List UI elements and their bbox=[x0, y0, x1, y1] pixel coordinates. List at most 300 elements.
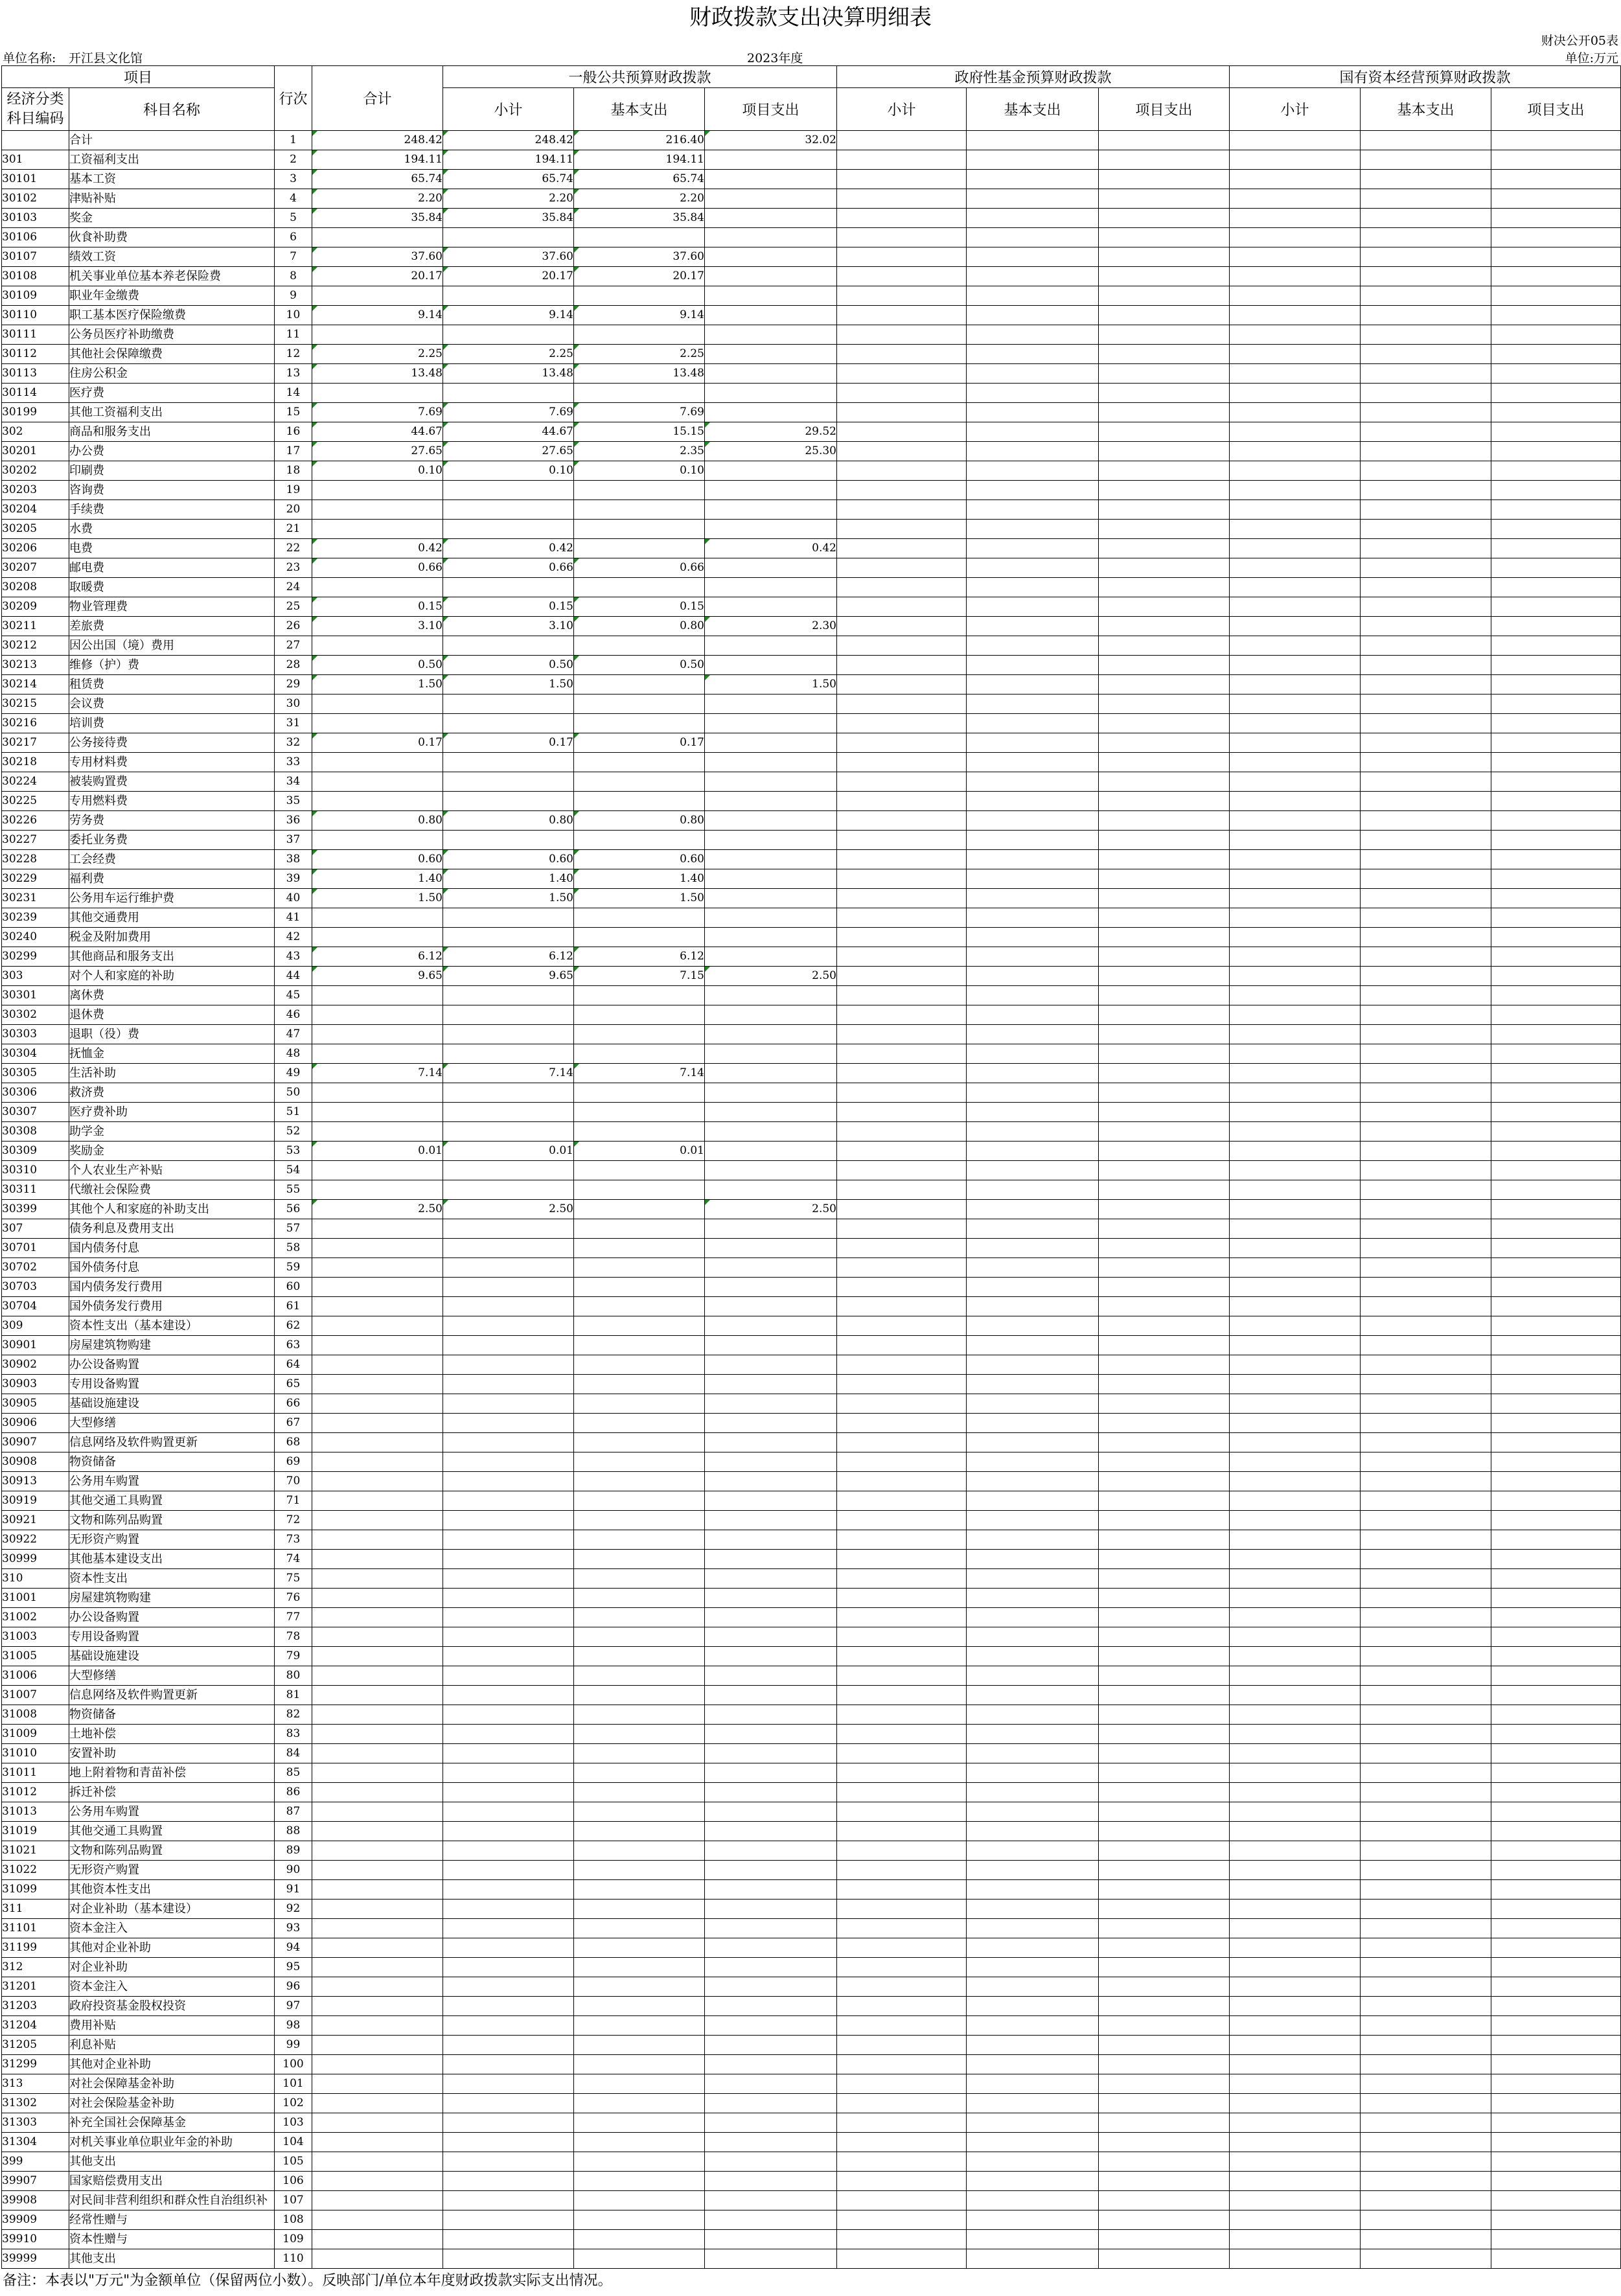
row-name: 资本性赠与 bbox=[69, 2230, 275, 2249]
row-general-basic bbox=[574, 1841, 705, 1861]
row-general-subtotal bbox=[443, 1375, 574, 1394]
row-state-subtotal bbox=[1230, 209, 1361, 228]
row-code: 39907 bbox=[2, 2172, 69, 2191]
row-total bbox=[312, 1103, 443, 1122]
row-fund-project bbox=[1099, 1841, 1230, 1861]
row-state-project bbox=[1491, 384, 1621, 403]
row-state-project bbox=[1491, 500, 1621, 520]
row-total bbox=[312, 2249, 443, 2269]
row-state-basic bbox=[1361, 442, 1491, 461]
row-line-no: 98 bbox=[275, 2016, 312, 2036]
row-fund-basic bbox=[967, 2016, 1099, 2036]
row-fund-basic bbox=[967, 520, 1099, 539]
row-fund-project bbox=[1099, 1122, 1230, 1142]
row-state-project bbox=[1491, 850, 1621, 869]
row-fund-subtotal bbox=[837, 1278, 967, 1297]
row-fund-subtotal bbox=[837, 1647, 967, 1666]
row-state-subtotal bbox=[1230, 481, 1361, 500]
row-name: 资本金注入 bbox=[69, 1977, 275, 1997]
row-code: 30211 bbox=[2, 617, 69, 636]
header-fund-budget: 政府性基金预算财政拨款 bbox=[837, 66, 1230, 88]
row-fund-project bbox=[1099, 247, 1230, 267]
table-row bbox=[2, 792, 1621, 811]
table-row bbox=[2, 403, 1621, 422]
table-row bbox=[2, 1647, 1621, 1666]
row-fund-subtotal bbox=[837, 753, 967, 772]
table-row bbox=[2, 1919, 1621, 1938]
unit-label: 单位名称: bbox=[3, 51, 56, 65]
row-name: 基础设施建设 bbox=[69, 1647, 275, 1666]
row-line-no: 68 bbox=[275, 1433, 312, 1452]
table-row bbox=[2, 247, 1621, 267]
row-general-basic bbox=[574, 1103, 705, 1122]
row-fund-project bbox=[1099, 1783, 1230, 1802]
row-state-subtotal bbox=[1230, 695, 1361, 714]
row-line-no: 26 bbox=[275, 617, 312, 636]
row-name: 商品和服务支出 bbox=[69, 422, 275, 442]
row-state-project bbox=[1491, 209, 1621, 228]
row-general-basic: 20.17 bbox=[574, 267, 705, 286]
row-fund-subtotal bbox=[837, 2113, 967, 2133]
row-general-project bbox=[705, 1958, 837, 1977]
row-state-project bbox=[1491, 1083, 1621, 1103]
row-name: 资本性支出（基本建设） bbox=[69, 1316, 275, 1336]
row-fund-subtotal bbox=[837, 2016, 967, 2036]
row-name: 其他社会保障缴费 bbox=[69, 345, 275, 364]
row-name: 被装购置费 bbox=[69, 772, 275, 792]
row-state-subtotal bbox=[1230, 325, 1361, 345]
row-state-basic bbox=[1361, 889, 1491, 908]
row-general-project bbox=[705, 1666, 837, 1686]
row-fund-basic bbox=[967, 1686, 1099, 1705]
row-state-project bbox=[1491, 1647, 1621, 1666]
row-state-subtotal bbox=[1230, 1958, 1361, 1977]
row-general-basic bbox=[574, 753, 705, 772]
row-general-project bbox=[705, 2133, 837, 2152]
row-general-project: 2.30 bbox=[705, 617, 837, 636]
row-line-no: 93 bbox=[275, 1919, 312, 1938]
row-total: 1.50 bbox=[312, 675, 443, 695]
row-state-project bbox=[1491, 1938, 1621, 1958]
row-state-subtotal bbox=[1230, 986, 1361, 1005]
row-fund-basic bbox=[967, 2036, 1099, 2055]
row-fund-basic bbox=[967, 364, 1099, 384]
row-total bbox=[312, 1258, 443, 1278]
row-code: 30208 bbox=[2, 578, 69, 597]
row-fund-project bbox=[1099, 1686, 1230, 1705]
row-fund-subtotal bbox=[837, 714, 967, 733]
row-name: 国外债务付息 bbox=[69, 1258, 275, 1278]
row-state-basic bbox=[1361, 1608, 1491, 1627]
row-fund-basic bbox=[967, 1297, 1099, 1316]
row-fund-subtotal bbox=[837, 1491, 967, 1511]
row-fund-project bbox=[1099, 1414, 1230, 1433]
row-state-basic bbox=[1361, 1900, 1491, 1919]
table-row bbox=[2, 1472, 1621, 1491]
row-state-project bbox=[1491, 889, 1621, 908]
row-name: 其他交通工具购置 bbox=[69, 1491, 275, 1511]
row-general-basic bbox=[574, 1316, 705, 1336]
row-line-no: 74 bbox=[275, 1550, 312, 1569]
row-fund-basic bbox=[967, 1958, 1099, 1977]
row-name: 房屋建筑物购建 bbox=[69, 1336, 275, 1355]
row-general-basic bbox=[574, 2055, 705, 2074]
row-fund-basic bbox=[967, 209, 1099, 228]
row-fund-project bbox=[1099, 1103, 1230, 1122]
row-fund-subtotal bbox=[837, 695, 967, 714]
row-name: 专用燃料费 bbox=[69, 792, 275, 811]
row-code: 30701 bbox=[2, 1239, 69, 1258]
row-state-basic bbox=[1361, 772, 1491, 792]
row-fund-project bbox=[1099, 636, 1230, 656]
row-line-no: 39 bbox=[275, 869, 312, 889]
row-name: 抚恤金 bbox=[69, 1044, 275, 1064]
row-line-no: 76 bbox=[275, 1589, 312, 1608]
row-general-subtotal bbox=[443, 481, 574, 500]
row-state-basic bbox=[1361, 403, 1491, 422]
row-total: 2.50 bbox=[312, 1200, 443, 1219]
row-name: 其他资本性支出 bbox=[69, 1880, 275, 1900]
row-line-no: 20 bbox=[275, 500, 312, 520]
row-total bbox=[312, 1239, 443, 1258]
row-state-project bbox=[1491, 228, 1621, 247]
row-state-basic bbox=[1361, 2055, 1491, 2074]
row-general-subtotal bbox=[443, 2172, 574, 2191]
row-fund-subtotal bbox=[837, 1938, 967, 1958]
table-row bbox=[2, 2152, 1621, 2172]
row-fund-basic bbox=[967, 811, 1099, 831]
row-fund-subtotal bbox=[837, 1394, 967, 1414]
row-name: 差旅费 bbox=[69, 617, 275, 636]
row-fund-subtotal bbox=[837, 850, 967, 869]
row-total bbox=[312, 2113, 443, 2133]
row-state-basic bbox=[1361, 2094, 1491, 2113]
row-state-project bbox=[1491, 170, 1621, 189]
row-fund-project bbox=[1099, 947, 1230, 967]
row-code: 31204 bbox=[2, 2016, 69, 2036]
table-row bbox=[2, 2094, 1621, 2113]
row-total bbox=[312, 636, 443, 656]
row-total bbox=[312, 1025, 443, 1044]
row-general-subtotal: 0.17 bbox=[443, 733, 574, 753]
header-state-basic: 基本支出 bbox=[1361, 88, 1491, 131]
row-fund-project bbox=[1099, 1977, 1230, 1997]
row-fund-subtotal bbox=[837, 831, 967, 850]
table-row bbox=[2, 2036, 1621, 2055]
row-fund-project bbox=[1099, 1433, 1230, 1452]
row-fund-subtotal bbox=[837, 1044, 967, 1064]
row-state-basic bbox=[1361, 1589, 1491, 1608]
row-general-project bbox=[705, 1103, 837, 1122]
row-state-project bbox=[1491, 2249, 1621, 2269]
row-general-subtotal bbox=[443, 695, 574, 714]
row-name: 其他对企业补助 bbox=[69, 1938, 275, 1958]
row-state-project bbox=[1491, 869, 1621, 889]
table-row bbox=[2, 1414, 1621, 1433]
row-general-project bbox=[705, 1161, 837, 1180]
row-fund-basic bbox=[967, 1997, 1099, 2016]
row-state-subtotal bbox=[1230, 597, 1361, 617]
row-line-no: 86 bbox=[275, 1783, 312, 1802]
row-general-subtotal: 3.10 bbox=[443, 617, 574, 636]
row-general-project bbox=[705, 2230, 837, 2249]
row-state-basic bbox=[1361, 2036, 1491, 2055]
row-general-project bbox=[705, 364, 837, 384]
row-state-project bbox=[1491, 1025, 1621, 1044]
row-general-basic bbox=[574, 928, 705, 947]
table-row bbox=[2, 1161, 1621, 1180]
row-fund-subtotal bbox=[837, 1161, 967, 1180]
row-fund-basic bbox=[967, 1122, 1099, 1142]
row-state-project bbox=[1491, 2016, 1621, 2036]
row-name: 对机关事业单位职业年金的补助 bbox=[69, 2133, 275, 2152]
row-general-subtotal bbox=[443, 928, 574, 947]
table-row bbox=[2, 1083, 1621, 1103]
row-fund-basic bbox=[967, 1666, 1099, 1686]
row-fund-subtotal bbox=[837, 1239, 967, 1258]
row-fund-basic bbox=[967, 306, 1099, 325]
row-state-subtotal bbox=[1230, 889, 1361, 908]
row-state-project bbox=[1491, 520, 1621, 539]
row-fund-project bbox=[1099, 325, 1230, 345]
row-total bbox=[312, 1316, 443, 1336]
row-fund-basic bbox=[967, 2133, 1099, 2152]
header-project: 项目 bbox=[2, 66, 275, 88]
row-general-subtotal bbox=[443, 1297, 574, 1316]
row-code: 30305 bbox=[2, 1064, 69, 1083]
row-fund-basic bbox=[967, 656, 1099, 675]
row-general-subtotal bbox=[443, 2249, 574, 2269]
row-fund-subtotal bbox=[837, 1841, 967, 1861]
row-total bbox=[312, 500, 443, 520]
expenditure-table bbox=[1, 65, 1621, 2269]
row-fund-basic bbox=[967, 1180, 1099, 1200]
row-fund-subtotal bbox=[837, 1744, 967, 1763]
row-general-basic bbox=[574, 1258, 705, 1278]
row-code: 30228 bbox=[2, 850, 69, 869]
row-state-subtotal bbox=[1230, 2210, 1361, 2230]
row-fund-basic bbox=[967, 967, 1099, 986]
row-fund-project bbox=[1099, 131, 1230, 150]
row-fund-subtotal bbox=[837, 1103, 967, 1122]
row-fund-project bbox=[1099, 422, 1230, 442]
row-code: 30205 bbox=[2, 520, 69, 539]
row-general-subtotal: 6.12 bbox=[443, 947, 574, 967]
row-general-subtotal bbox=[443, 228, 574, 247]
row-name: 其他个人和家庭的补助支出 bbox=[69, 1200, 275, 1219]
row-fund-project bbox=[1099, 597, 1230, 617]
row-general-subtotal: 20.17 bbox=[443, 267, 574, 286]
row-general-subtotal bbox=[443, 1744, 574, 1763]
row-fund-project bbox=[1099, 889, 1230, 908]
row-line-no: 59 bbox=[275, 1258, 312, 1278]
row-total: 0.80 bbox=[312, 811, 443, 831]
row-fund-project bbox=[1099, 1744, 1230, 1763]
row-fund-subtotal bbox=[837, 889, 967, 908]
row-fund-subtotal bbox=[837, 131, 967, 150]
table-row bbox=[2, 811, 1621, 831]
row-name: 委托业务费 bbox=[69, 831, 275, 850]
row-state-basic bbox=[1361, 2191, 1491, 2210]
row-fund-subtotal bbox=[837, 228, 967, 247]
row-general-basic: 0.66 bbox=[574, 558, 705, 578]
row-general-basic: 35.84 bbox=[574, 209, 705, 228]
row-state-subtotal bbox=[1230, 1355, 1361, 1375]
row-fund-project bbox=[1099, 1005, 1230, 1025]
row-general-basic: 2.35 bbox=[574, 442, 705, 461]
table-row bbox=[2, 1316, 1621, 1336]
row-name: 国内债务发行费用 bbox=[69, 1278, 275, 1297]
row-general-subtotal: 37.60 bbox=[443, 247, 574, 267]
row-fund-basic bbox=[967, 1550, 1099, 1569]
row-name: 退休费 bbox=[69, 1005, 275, 1025]
table-row bbox=[2, 850, 1621, 869]
row-code: 30112 bbox=[2, 345, 69, 364]
row-name: 债务利息及费用支出 bbox=[69, 1219, 275, 1239]
header-state-subtotal: 小计 bbox=[1230, 88, 1361, 131]
row-fund-subtotal bbox=[837, 1025, 967, 1044]
row-total bbox=[312, 1763, 443, 1783]
row-fund-project bbox=[1099, 1239, 1230, 1258]
row-general-basic: 1.40 bbox=[574, 869, 705, 889]
table-row bbox=[2, 831, 1621, 850]
row-general-project bbox=[705, 714, 837, 733]
row-name: 政府投资基金股权投资 bbox=[69, 1997, 275, 2016]
row-general-subtotal bbox=[443, 1316, 574, 1336]
row-total: 0.15 bbox=[312, 597, 443, 617]
row-total bbox=[312, 481, 443, 500]
row-line-no: 82 bbox=[275, 1705, 312, 1725]
row-line-no: 103 bbox=[275, 2113, 312, 2133]
row-code: 311 bbox=[2, 1900, 69, 1919]
row-general-subtotal bbox=[443, 1122, 574, 1142]
row-state-subtotal bbox=[1230, 1491, 1361, 1511]
row-state-project bbox=[1491, 831, 1621, 850]
row-line-no: 77 bbox=[275, 1608, 312, 1627]
row-state-basic bbox=[1361, 967, 1491, 986]
row-fund-subtotal bbox=[837, 209, 967, 228]
row-general-subtotal bbox=[443, 1511, 574, 1530]
row-general-project bbox=[705, 889, 837, 908]
row-code: 31005 bbox=[2, 1647, 69, 1666]
row-general-subtotal bbox=[443, 1103, 574, 1122]
row-general-subtotal bbox=[443, 636, 574, 656]
row-general-project bbox=[705, 1316, 837, 1336]
row-fund-basic bbox=[967, 1783, 1099, 1802]
row-general-basic bbox=[574, 1511, 705, 1530]
row-state-project bbox=[1491, 1044, 1621, 1064]
row-name: 机关事业单位基本养老保险费 bbox=[69, 267, 275, 286]
row-total bbox=[312, 2055, 443, 2074]
row-total: 9.14 bbox=[312, 306, 443, 325]
row-fund-subtotal bbox=[837, 928, 967, 947]
row-general-subtotal bbox=[443, 1258, 574, 1278]
row-state-project bbox=[1491, 1919, 1621, 1938]
table-row bbox=[2, 986, 1621, 1005]
row-general-subtotal bbox=[443, 286, 574, 306]
row-code: 30102 bbox=[2, 189, 69, 209]
row-code: 31302 bbox=[2, 2094, 69, 2113]
row-state-basic bbox=[1361, 461, 1491, 481]
row-code: 30240 bbox=[2, 928, 69, 947]
table-row bbox=[2, 1861, 1621, 1880]
row-fund-project bbox=[1099, 189, 1230, 209]
row-total: 2.25 bbox=[312, 345, 443, 364]
table-row bbox=[2, 442, 1621, 461]
row-state-basic bbox=[1361, 247, 1491, 267]
row-code: 30226 bbox=[2, 811, 69, 831]
row-state-subtotal bbox=[1230, 1180, 1361, 1200]
row-general-subtotal bbox=[443, 1355, 574, 1375]
row-total bbox=[312, 1297, 443, 1316]
row-general-subtotal: 0.60 bbox=[443, 850, 574, 869]
row-fund-project bbox=[1099, 714, 1230, 733]
row-total bbox=[312, 1841, 443, 1861]
row-fund-subtotal bbox=[837, 675, 967, 695]
row-fund-subtotal bbox=[837, 2210, 967, 2230]
row-fund-basic bbox=[967, 986, 1099, 1005]
row-fund-subtotal bbox=[837, 1414, 967, 1433]
row-general-subtotal: 1.50 bbox=[443, 889, 574, 908]
row-fund-subtotal bbox=[837, 1452, 967, 1472]
row-line-no: 73 bbox=[275, 1530, 312, 1550]
row-state-project bbox=[1491, 1822, 1621, 1841]
row-fund-subtotal bbox=[837, 1375, 967, 1394]
row-state-project bbox=[1491, 1414, 1621, 1433]
row-state-subtotal bbox=[1230, 1239, 1361, 1258]
row-code: 30308 bbox=[2, 1122, 69, 1142]
row-general-project bbox=[705, 1375, 837, 1394]
row-general-project bbox=[705, 1219, 837, 1239]
row-state-project bbox=[1491, 306, 1621, 325]
row-name: 资本金注入 bbox=[69, 1919, 275, 1938]
row-fund-subtotal bbox=[837, 811, 967, 831]
row-state-basic bbox=[1361, 986, 1491, 1005]
row-code: 31304 bbox=[2, 2133, 69, 2152]
row-name: 印刷费 bbox=[69, 461, 275, 481]
row-fund-project bbox=[1099, 578, 1230, 597]
row-fund-subtotal bbox=[837, 442, 967, 461]
table-row bbox=[2, 2133, 1621, 2152]
row-fund-subtotal bbox=[837, 2152, 967, 2172]
row-line-no: 97 bbox=[275, 1997, 312, 2016]
table-row bbox=[2, 1569, 1621, 1589]
row-fund-project bbox=[1099, 1569, 1230, 1589]
row-line-no: 11 bbox=[275, 325, 312, 345]
row-general-subtotal: 2.50 bbox=[443, 1200, 574, 1219]
row-state-subtotal bbox=[1230, 928, 1361, 947]
row-line-no: 96 bbox=[275, 1977, 312, 1997]
table-row bbox=[2, 2230, 1621, 2249]
row-fund-project bbox=[1099, 1919, 1230, 1938]
row-fund-project bbox=[1099, 695, 1230, 714]
row-line-no: 40 bbox=[275, 889, 312, 908]
row-total bbox=[312, 1569, 443, 1589]
row-name: 无形资产购置 bbox=[69, 1861, 275, 1880]
row-general-basic bbox=[574, 831, 705, 850]
row-state-project bbox=[1491, 1744, 1621, 1763]
row-line-no: 87 bbox=[275, 1802, 312, 1822]
row-state-project bbox=[1491, 1064, 1621, 1083]
row-general-subtotal bbox=[443, 1452, 574, 1472]
row-fund-subtotal bbox=[837, 1900, 967, 1919]
table-row bbox=[2, 617, 1621, 636]
row-code: 31019 bbox=[2, 1822, 69, 1841]
row-line-no: 43 bbox=[275, 947, 312, 967]
table-row bbox=[2, 267, 1621, 286]
header-total: 合计 bbox=[312, 66, 443, 131]
row-code: 31003 bbox=[2, 1627, 69, 1647]
